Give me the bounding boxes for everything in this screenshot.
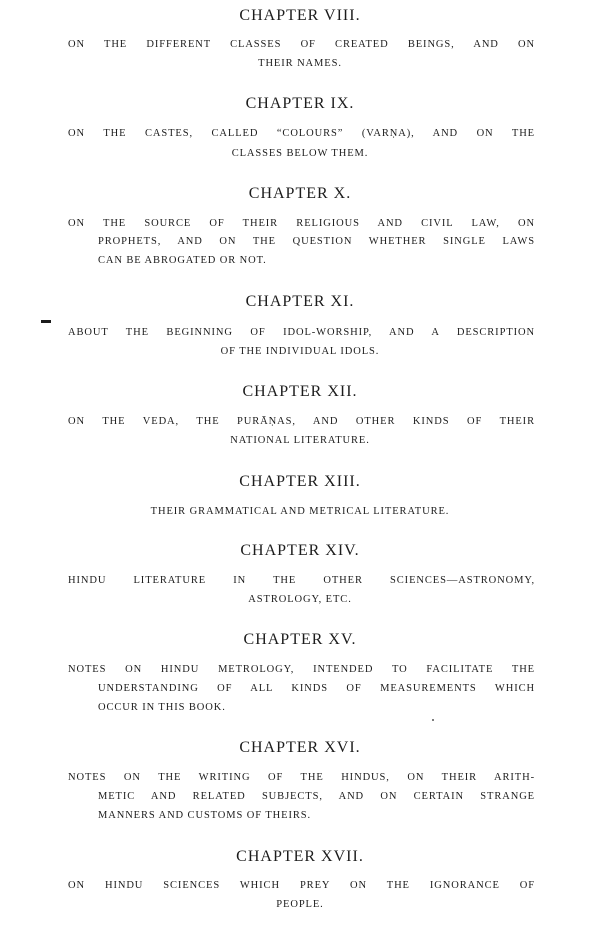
chapter-description-line: METIC AND RELATED SUBJECTS, AND ON CERTAIN STRANGE — [98, 791, 535, 802]
chapter-description-line: ON THE VEDA, THE PURĀṆAS, AND OTHER KINDS OF THEIR — [68, 416, 535, 427]
chapter-description-line: CAN BE ABROGATED OR NOT. — [98, 255, 267, 266]
chapter-description-line: ON THE DIFFERENT CLASSES OF CREATED BEINGS, AND ON — [68, 39, 535, 50]
chapter-heading: CHAPTER XVI. — [239, 739, 361, 756]
chapter-description-line: ON THE SOURCE OF THEIR RELIGIOUS AND CIVIL LAW, ON — [68, 218, 535, 229]
chapter-description-line: NOTES ON THE WRITING OF THE HINDUS, ON THEIR ARITH- — [68, 772, 535, 783]
chapter-heading: CHAPTER XIV. — [240, 542, 360, 559]
chapter-heading: CHAPTER XII. — [242, 383, 358, 400]
chapter-description-line: PROPHETS, AND ON THE QUESTION WHETHER SINGLE LAWS — [98, 236, 535, 247]
chapter-description-line: PEOPLE. — [276, 899, 324, 910]
chapter-description-line: NATIONAL LITERATURE. — [230, 435, 370, 446]
margin-mark — [41, 320, 51, 323]
chapter-heading: CHAPTER XVII. — [236, 848, 364, 865]
chapter-heading: CHAPTER IX. — [245, 95, 355, 112]
chapter-heading: CHAPTER XV. — [243, 631, 357, 648]
chapter-description-line: OF THE INDIVIDUAL IDOLS. — [220, 346, 380, 357]
chapter-description-line: OCCUR IN THIS BOOK. — [98, 702, 226, 713]
chapter-description-line: ON HINDU SCIENCES WHICH PREY ON THE IGNORANCE OF — [68, 880, 535, 891]
chapter-description-line: MANNERS AND CUSTOMS OF THEIRS. — [98, 810, 312, 821]
chapter-description-line: UNDERSTANDING OF ALL KINDS OF MEASUREMENTS WHICH — [98, 683, 535, 694]
chapter-description-line: THEIR NAMES. — [258, 58, 342, 69]
chapter-description-line: HINDU LITERATURE IN THE OTHER SCIENCES—ASTRONOMY, — [68, 575, 535, 586]
chapter-heading: CHAPTER X. — [248, 185, 352, 202]
chapter-description-line: ON THE CASTES, CALLED “COLOURS” (VARṆA), AND ON THE — [68, 128, 535, 139]
chapter-description-line: ASTROLOGY, ETC. — [248, 594, 352, 605]
chapter-description-line: CLASSES BELOW THEM. — [231, 148, 369, 159]
chapter-description-line: NOTES ON HINDU METROLOGY, INTENDED TO FACILITATE THE — [68, 664, 535, 675]
chapter-description-line: THEIR GRAMMATICAL AND METRICAL LITERATURE. — [150, 506, 450, 517]
chapter-heading: CHAPTER XIII. — [239, 473, 361, 490]
print-speck — [432, 719, 434, 721]
chapter-description-line: ABOUT THE BEGINNING OF IDOL-WORSHIP, AND A DESCRIPTION — [68, 327, 535, 338]
chapter-heading: CHAPTER XI. — [245, 293, 355, 310]
chapter-heading: CHAPTER VIII. — [239, 7, 361, 24]
